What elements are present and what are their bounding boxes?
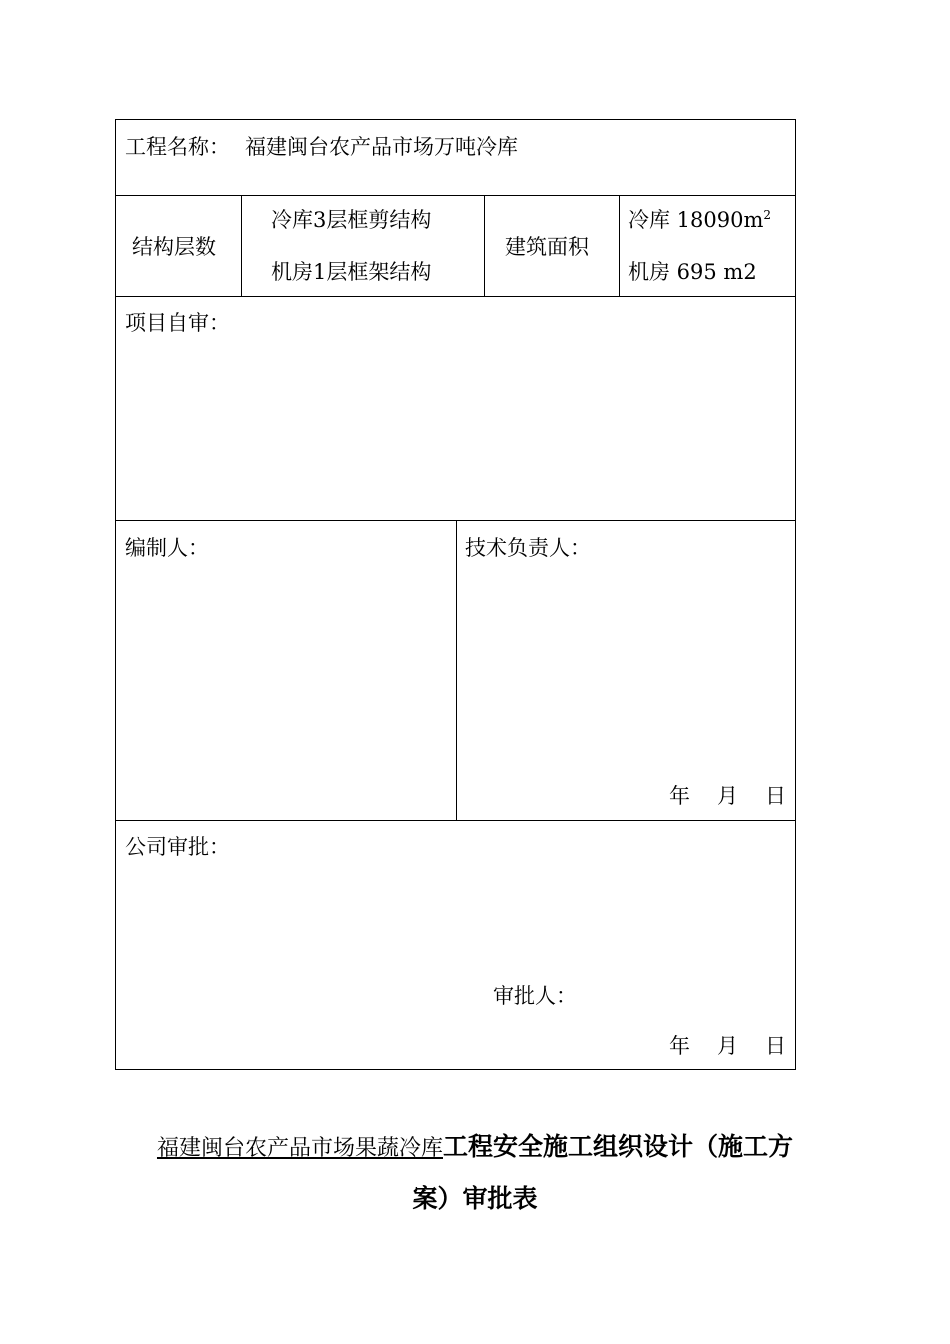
column-divider [456,520,457,820]
project-name-value: 福建闽台农产品市场万吨冷库 [245,135,518,159]
structure-line-2: 机房1层框架结构 [271,260,432,284]
document-title-line-2 [0,1186,950,1211]
area-line-1-text: 冷库 18090m [628,208,764,232]
project-name-label: 工程名称： [125,135,230,159]
approver-label: 审批人： [493,984,577,1008]
preparer-label: 编制人： [125,536,209,560]
area-label: 建筑面积 [505,235,589,259]
area-line-1 [628,210,771,231]
approval-date-month: 月 [717,1034,738,1058]
area-unit-superscript: 2 [763,208,772,222]
approval-date-year: 年 [669,1034,690,1058]
row-divider [116,820,795,821]
document-title-line-1 [0,1134,950,1160]
row-divider [116,195,795,196]
column-divider [484,195,485,296]
document-title-part-2: 案）审批表 [412,1184,538,1213]
column-divider [241,195,242,296]
self-review-label: 项目自审： [125,311,230,335]
tech-lead-label: 技术负责人： [465,536,591,560]
structure-label: 结构层数 [132,235,216,259]
company-approval-label: 公司审批： [125,835,230,859]
column-divider [619,195,620,296]
document-project-name: 福建闽台农产品市场果蔬冷库 [156,1136,443,1161]
tech-lead-date-year: 年 [669,784,690,808]
tech-lead-date-day: 日 [765,784,786,808]
approval-date-day: 日 [765,1034,786,1058]
structure-line-1: 冷库3层框剪结构 [271,208,432,232]
document-title-part-1: 工程安全施工组织设计（施工方 [443,1132,794,1161]
tech-lead-date-month: 月 [717,784,738,808]
area-line-2: 机房 695 m2 [628,260,757,284]
row-divider [116,296,795,297]
